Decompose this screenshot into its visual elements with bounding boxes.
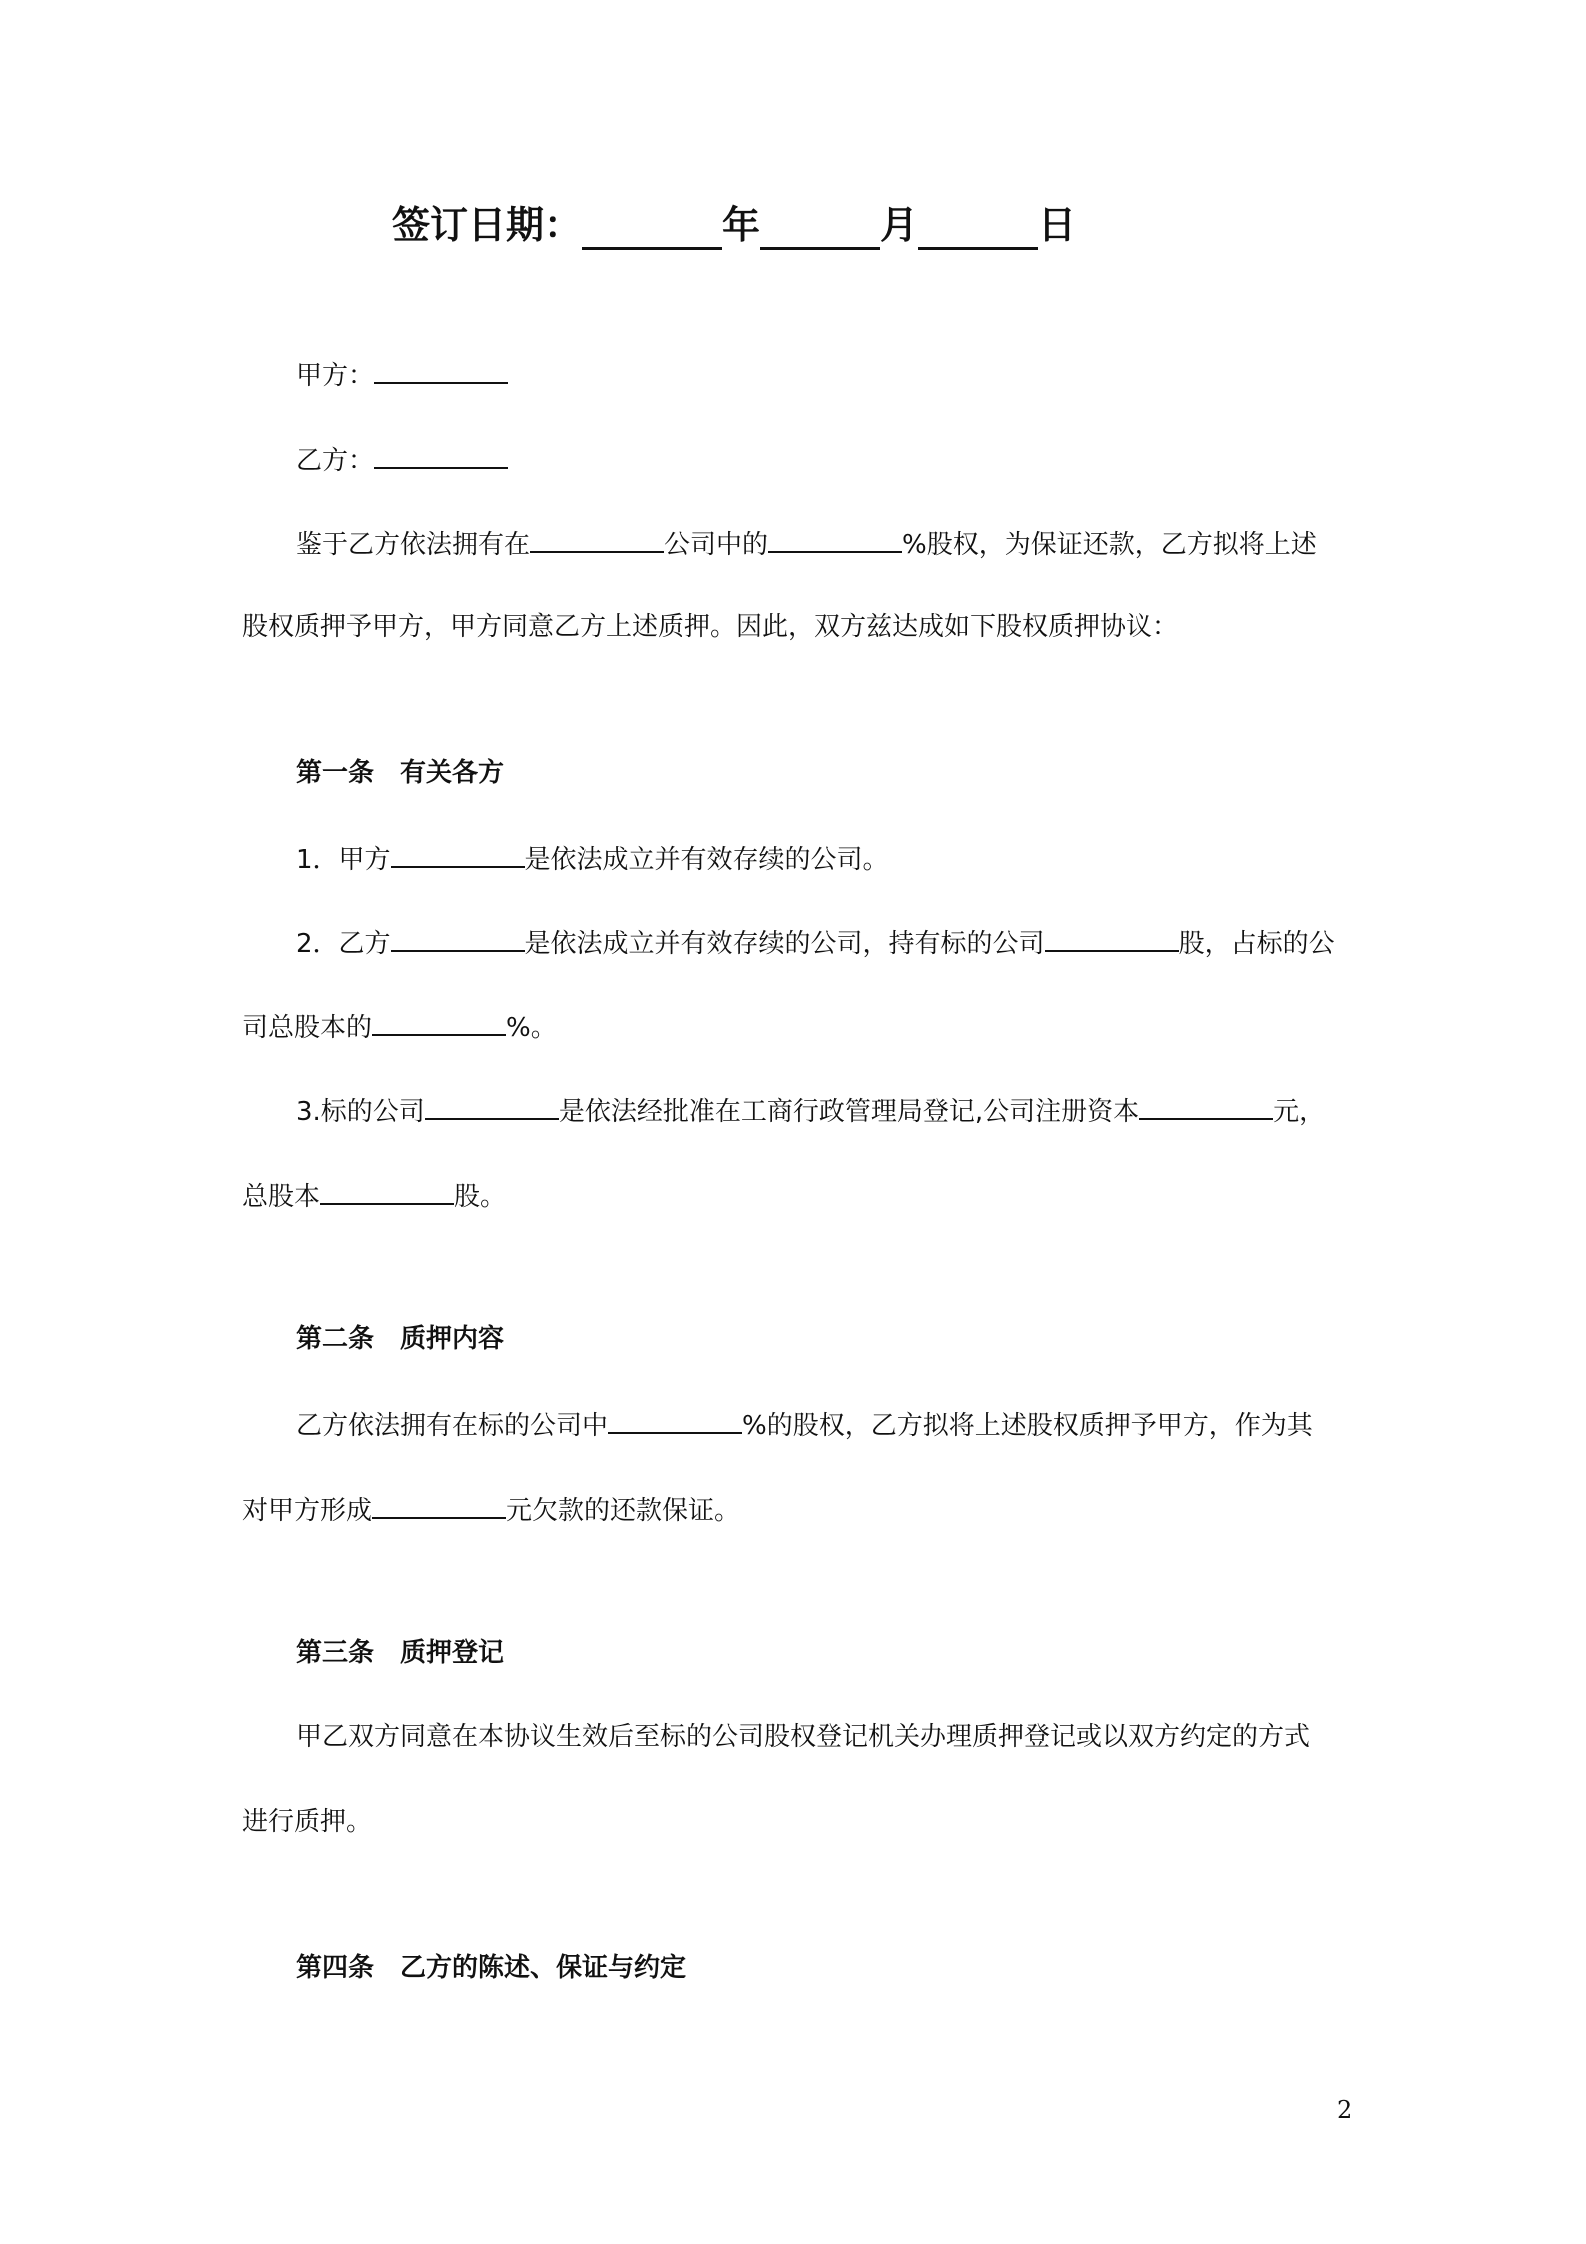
article-1-item-2 [296,924,1335,961]
company-blank [530,525,664,553]
day-blank [918,207,1038,250]
month-blank [760,207,880,250]
article-1-item-3-cont [242,1177,506,1214]
item-text: 2．乙方 [296,929,391,959]
item-text: 股，占标的公 [1178,929,1335,959]
party-b-blank [374,441,508,469]
intro-text: 公司中的 [664,530,769,560]
item-text: 乙方依法拥有在标的公司中 [296,1411,609,1441]
article-3-line-2: 进行质押。 [242,1807,373,1837]
article-2-line-2 [242,1491,740,1528]
blank [391,840,525,868]
party-b-line [296,441,508,478]
article-2-line-1 [296,1406,1313,1443]
item-text: 对甲方形成 [242,1496,373,1526]
party-a-label: 甲方： [296,361,375,391]
article-1-item-3 [296,1092,1325,1129]
item-text: 股。 [454,1182,507,1212]
blank [372,1008,506,1036]
item-text: 总股本 [242,1182,321,1212]
item-text: 是依法成立并有效存续的公司。 [524,845,889,875]
article-3-heading: 第三条 质押登记 [296,1638,505,1668]
intro-line-1 [296,525,1317,562]
year-blank [582,207,722,250]
item-text: 是依法成立并有效存续的公司，持有标的公司 [524,929,1045,959]
blank [608,1406,742,1434]
party-a-blank [374,356,508,384]
intro-line-2 [242,610,1178,644]
article-2-heading: 第二条 质押内容 [296,1324,505,1354]
blank [372,1491,506,1519]
percent-blank [768,525,902,553]
blank [1045,924,1179,952]
item-text: 是依法经批准在工商行政管理局登记,公司注册资本 [558,1097,1140,1127]
page-number: 2 [1337,2096,1353,2124]
item-text: 元欠款的还款保证。 [506,1496,741,1526]
title-label: 签订日期： [392,203,583,247]
blank [391,924,525,952]
item-text: %的股权，乙方拟将上述股权质押予甲方，作为其 [742,1411,1313,1441]
article-4-heading: 第四条 乙方的陈述、保证与约定 [296,1953,687,1983]
item-text: 司总股本的 [242,1013,373,1043]
intro-text: 股权质押予甲方，甲方同意乙方上述质押。因此，双方兹达成如下股权质押协议： [242,612,1179,642]
month-label: 月 [880,203,919,247]
article-1-item-1 [296,840,889,877]
article-1-item-2-cont [242,1008,557,1045]
blank [1139,1092,1273,1120]
article-3-line-1: 甲乙双方同意在本协议生效后至标的公司股权登记机关办理质押登记或以双方约定的方式 [296,1722,1311,1752]
day-label: 日 [1038,203,1077,247]
item-text: 1．甲方 [296,845,391,875]
intro-text: %股权，为保证还款，乙方拟将上述 [902,530,1317,560]
item-text: 3.标的公司 [296,1097,425,1127]
year-label: 年 [722,203,761,247]
party-a-line [296,356,508,393]
blank [320,1177,454,1205]
party-b-label: 乙方： [296,446,375,476]
item-text: 元， [1273,1097,1326,1127]
article-1-heading: 第一条 有关各方 [296,758,505,788]
signing-date-title [392,200,1076,250]
item-text: %。 [506,1013,557,1043]
blank [425,1092,559,1120]
intro-text: 鉴于乙方依法拥有在 [296,530,531,560]
